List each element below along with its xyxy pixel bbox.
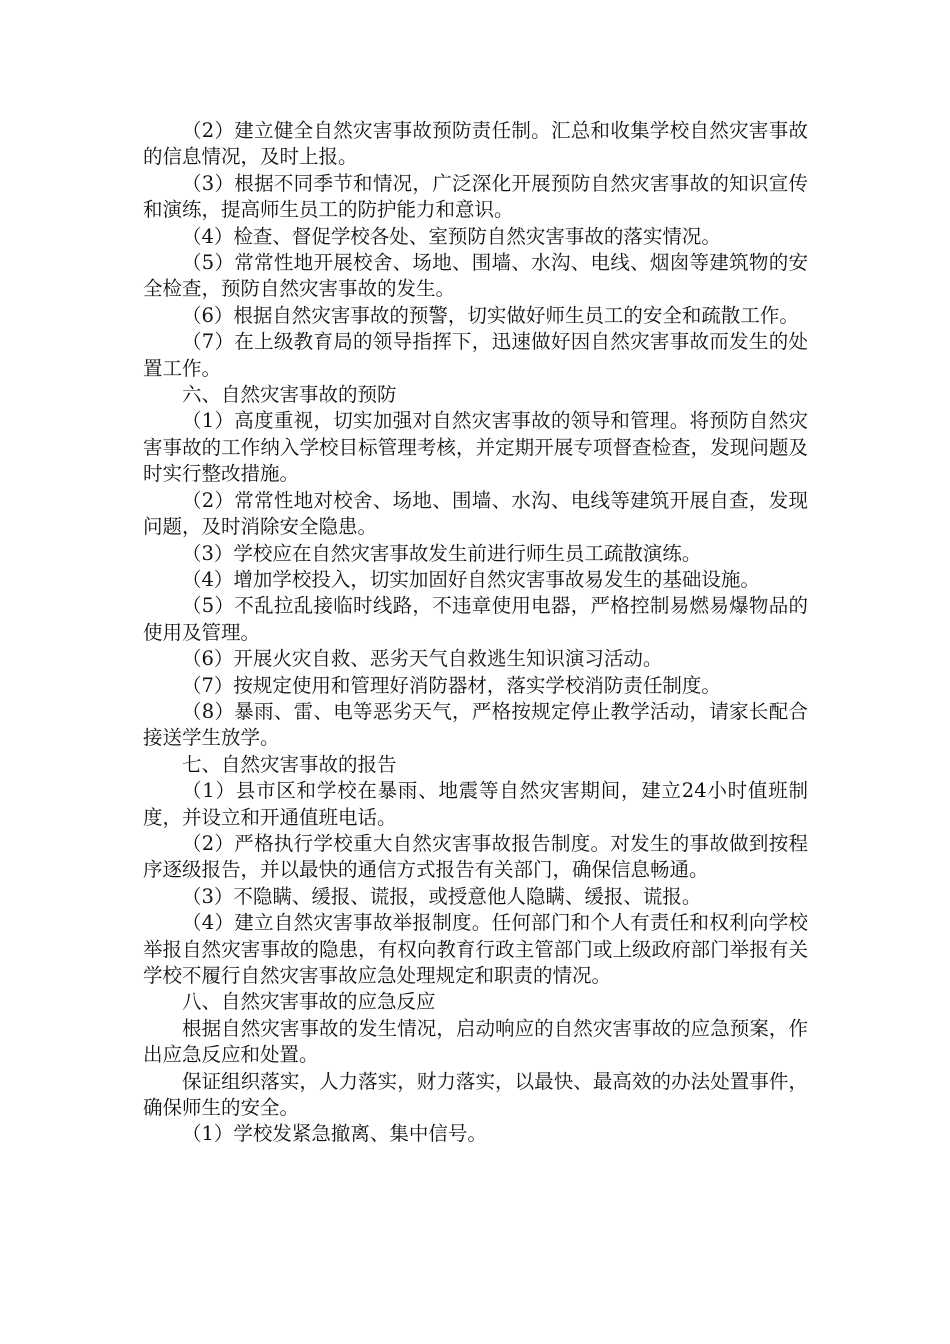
paragraph-item-6-evacuation: （6）根据自然灾害事故的预警，切实做好师生员工的安全和疏散工作。: [182, 303, 799, 327]
paragraph-prevention-1: （1）高度重视，切实加强对自然灾害事故的领导和管理。将预防自然灾害事故的工作纳入学校目标管理考核，并定期开展专项督查检查，发现问题及时实行整改措施。: [143, 409, 808, 486]
paragraph-item-3-education: （3）根据不同季节和情况，广泛深化开展预防自然灾害事故的知识宣传和演练，提高师生员工的防护能力和意识。: [143, 171, 808, 222]
paragraph-item-5-safety-check: （5）常常性地开展校舍、场地、围墙、水沟、电线、烟囱等建筑物的安全检查，预防自然灾害事故的发生。: [143, 251, 808, 301]
paragraph-reporting-4: （4）建立自然灾害事故举报制度。任何部门和个人有责任和权利向学校举报自然灾害事故的隐患，有权向教育行政主管部门或上级政府部门举报有关学校不履行自然灾害事故应急处理规定和职责的情况。: [143, 911, 808, 987]
paragraph-prevention-3: （3）学校应在自然灾害事故发生前进行师生员工疏散演练。: [182, 541, 702, 565]
paragraph-item-7-disposal: （7）在上级教育局的领导指挥下，迅速做好因自然灾害事故而发生的处置工作。: [143, 330, 808, 380]
paragraph-reporting-2: （2）严格执行学校重大自然灾害事故报告制度。对发生的事故做到按程序逐级报告，并以最快的通信方式报告有关部门，确保信息畅通。: [143, 831, 808, 882]
paragraph-prevention-6: （6）开展火灾自救、恶劣天气自救逃生知识演习活动。: [182, 647, 663, 671]
paragraph-item-4-inspection: （4）检查、督促学校各处、室预防自然灾害事故的落实情况。: [182, 224, 721, 248]
paragraph-reporting-3: （3）不隐瞒、缓报、谎报，或授意他人隐瞒、缓报、谎报。: [182, 884, 702, 908]
paragraph-reporting-1: （1）县市区和学校在暴雨、地震等自然灾害期间，建立24小时值班制度，并设立和开通值班电话。: [143, 779, 808, 829]
paragraph-emergency-1: （1）学校发紧急撤离、集中信号。: [182, 1122, 487, 1146]
paragraph-prevention-5: （5）不乱拉乱接临时线路，不违章使用电器，严格控制易燃易爆物品的使用及管理。: [143, 594, 808, 644]
paragraph-prevention-4: （4）增加学校投入，切实加固好自然灾害事故易发生的基础设施。: [182, 567, 760, 591]
paragraph-prevention-8: （8）暴雨、雷、电等恶劣天气，严格按规定停止教学活动，请家长配合接送学生放学。: [143, 699, 808, 750]
paragraph-emergency-body-1: 根据自然灾害事故的发生情况，启动响应的自然灾害事故的应急预案，作出应急反应和处置。: [143, 1016, 808, 1067]
paragraph-emergency-body-2: 保证组织落实，人力落实，财力落实，以最快、最高效的办法处置事件，确保师生的安全。: [143, 1069, 808, 1120]
paragraph-item-2-responsibility: （2）建立健全自然灾害事故预防责任制。汇总和收集学校自然灾害事故的信息情况，及时上报。: [143, 119, 808, 169]
section-heading-prevention: 六、自然灾害事故的预防: [182, 383, 397, 407]
document-page: [143, 118, 808, 1148]
paragraph-prevention-2: （2）常常性地对校舍、场地、围墙、水沟、电线等建筑开展自查，发现问题，及时消除安全隐患。: [143, 488, 808, 539]
section-heading-emergency-response: 八、自然灾害事故的应急反应: [182, 990, 436, 1014]
section-heading-reporting: 七、自然灾害事故的报告: [182, 752, 397, 776]
paragraph-prevention-7: （7）按规定使用和管理好消防器材，落实学校消防责任制度。: [182, 673, 721, 697]
